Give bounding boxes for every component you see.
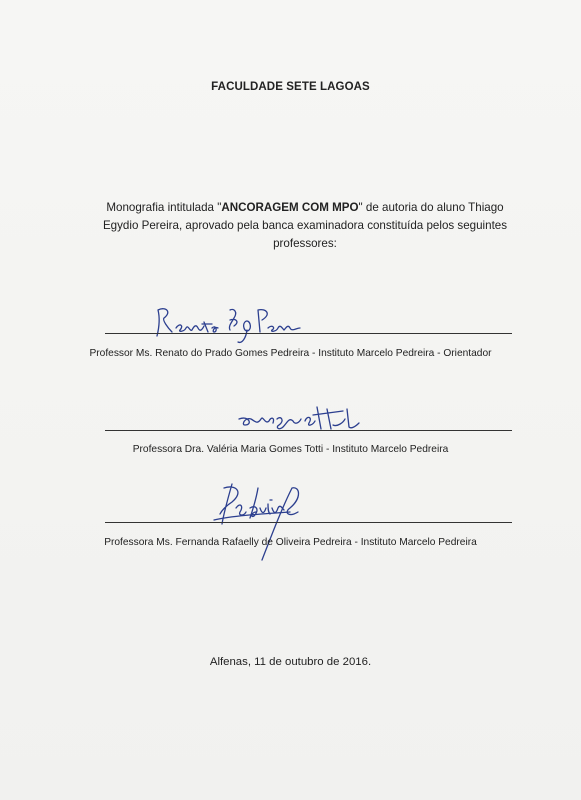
institution-title: FACULDADE SETE LAGOAS [211, 81, 370, 93]
intro-before: Monografia intitulada " [106, 201, 222, 214]
signature-line-member-1 [105, 430, 512, 431]
signature-image-member-2 [210, 478, 320, 568]
signature-line-advisor [105, 333, 512, 334]
signatory-caption-advisor: Professor Ms. Renato do Prado Gomes Pedreira - Instituto Marcelo Pedreira - Orientador [89, 348, 492, 359]
signature-image-advisor [150, 298, 320, 348]
document-date: Alfenas, 11 de outubro de 2016. [209, 656, 372, 668]
signatory-caption-member-2: Professora Ms. Fernanda Rafaelly de Oliveira Pedreira - Instituto Marcelo Pedreira [104, 537, 477, 548]
intro-after: " de autoria do aluno Thiago Egydio Pereira, aprovado pela banca examinadora constituída pelos seguintes professores: [102, 201, 508, 250]
signatory-caption-member-1: Professora Dra. Valéria Maria Gomes Totti - Instituto Marcelo Pedreira [132, 444, 449, 455]
monograph-title: ANCORAGEM COM MPO [221, 201, 359, 214]
approval-statement [95, 199, 515, 253]
signature-line-member-2 [105, 522, 512, 523]
